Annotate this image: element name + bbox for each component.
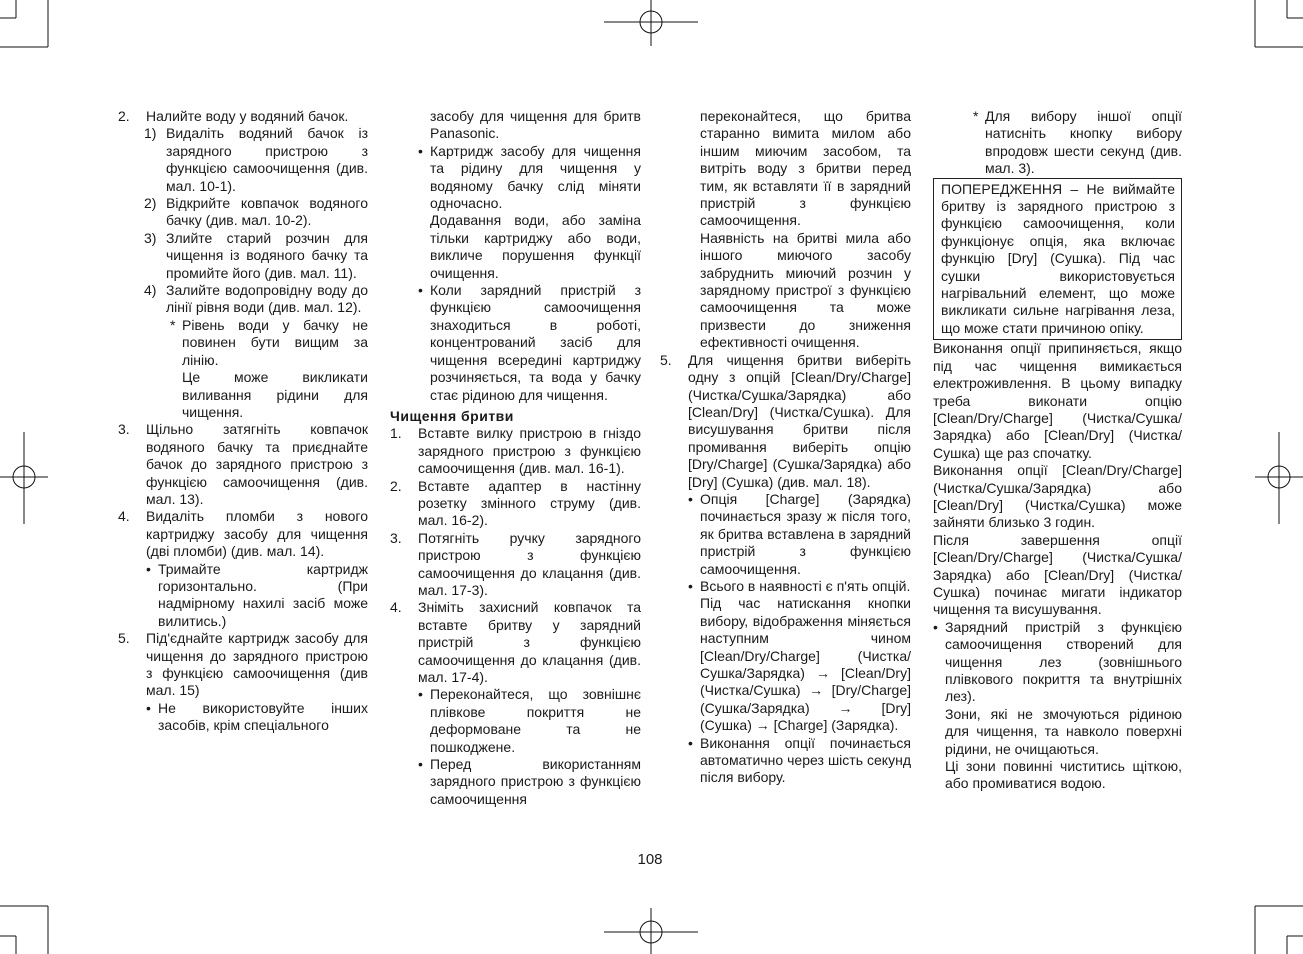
item-number: 4.: [118, 508, 130, 525]
item-text: Для чищення бритви виберіть одну з опцій [Clean/Dry/Charge] (Чистка/Сушка/Зарядка) або [Clean/Dry] (Чистка/Сушка). Для висушування бритви після промивання виберіть опцію [Dry/Charge] (Сушка/Зарядка) або [Dry] (Сушка) (див. мал. 18).: [688, 351, 911, 490]
item-text: Потягніть ручку зарядного пристрою з функцією самоочищення до клацання (див. мал. 17-3).: [418, 529, 641, 598]
bullet-text: Переконайтеся, що зовнішнє плівкове покриття не деформоване та не пошкоджене.: [430, 686, 641, 755]
crop-mark-bottom-right: [1255, 906, 1303, 954]
item-number: 3.: [390, 529, 402, 546]
item-text: Щільно затягніть ковпачок водяного бачку та приєднайте бачок до зарядного пристрою з функцією самоочищення (див. мал. 13).: [146, 421, 368, 507]
bullet-icon: •: [146, 560, 151, 577]
bullet-text: переконайтеся, що бритва старанно вимита милом або іншим миючим засобом, та витріть воду з бритви перед тим, як вставляти її в зарядний пристрій з функцією самоочищення.: [700, 108, 911, 229]
item-number: 2.: [118, 108, 130, 124]
column-1: [118, 108, 368, 735]
bullet-item: [118, 700, 368, 735]
bullet-item: [390, 756, 641, 808]
bullet-text: Не використовуйте інших засобів, крім спеціального: [158, 699, 368, 734]
bullet-text: Наявність на бритві мила або іншого миючого засобу забруднить миючий розчин у зарядному пристрої з функцією самоочищення та може призвести до зниження ефективності очищення.: [700, 229, 911, 351]
warning-box: ПОПЕРЕДЖЕННЯ – Не виймайте бритву із зарядного пристрою з функцією самоочищення, коли функціонує опція, яка включає функцію [Dry] (Сушка). Під час сушки використовується нагрівальний елемент, що може викликати сильне нагрівання леза, що може стати причиною опіку.: [933, 178, 1182, 341]
item-text: Видаліть водяний бачок із зарядного пристрою з функцією самоочищення (див. мал. 10-1).: [166, 125, 368, 194]
bullet-item: [660, 491, 911, 578]
bullet-text: Картридж засобу для чищення та рідину для чищення у водяному бачку слід міняти одночасно.: [430, 142, 641, 212]
note-text: Рівень води у бачку не повинен бути вищим за лінію.: [182, 316, 368, 368]
crop-mark-bottom-left: [0, 906, 48, 954]
bullet-icon: •: [418, 756, 423, 773]
registration-mark-bottom: [604, 908, 698, 954]
list-item: [118, 630, 368, 700]
item-text: Вставте вилку пристрою в гніздо зарядного пристрою з функцією самоочищення (див. мал. 16-1).: [418, 425, 641, 477]
list-item: [660, 352, 911, 491]
registration-mark-top: [604, 0, 698, 46]
crop-mark-top-left: [0, 0, 48, 47]
item-number: 4.: [390, 599, 402, 616]
crop-mark-top-right: [1255, 0, 1303, 47]
bullet-item: [660, 578, 911, 595]
item-text: Злийте старий розчин для чищення із водяного бачку та промийте його (див. мал. 11).: [166, 229, 368, 281]
registration-mark-left: [0, 432, 48, 524]
bullet-text: Зони, які не змочуються рідиною для чищення, та навколо поверхні рідини, не очищаються.: [945, 705, 1182, 757]
bullet-item: [118, 561, 368, 631]
list-item: [390, 478, 641, 530]
item-text: Відкрийте ковпачок водяного бачку (див. мал. 10-2).: [166, 195, 368, 229]
bullet-icon: •: [933, 618, 938, 635]
item-text: Видаліть пломби з нового картриджу засобу для чищення (дві пломби) (див. мал. 14).: [146, 508, 368, 560]
item-text: Налийте воду у водяний бачок.: [146, 108, 349, 124]
note-asterisk: *: [170, 316, 176, 333]
bullet-text: Ці зони повинні чиститись щіткою, або промиватися водою.: [945, 758, 1182, 792]
item-text: Під'єднайте картридж засобу для чищення до зарядного пристрою з функцією самоочищення (див мал. 15): [146, 630, 368, 699]
bullet-text: Під час натискання кнопки вибору, відображення міняється наступним чином [Clean/Dry/Charge] (Чистка/Сушка/Зарядка) → [Clean/Dry] (Чистка/Сушка) → [Dry/Charge] (Сушка/Зарядка) → [Dry] (Сушка) → [Charge] (Зарядка).: [700, 595, 911, 734]
column-2: [390, 108, 641, 808]
bullet-text: Тримайте картридж горизонтально. (При надмірному нахилі засіб може вилитись.): [158, 560, 368, 629]
note-text: Для вибору іншої опції натисніть кнопку вибору впродовж шести секунд (див. мал. 3).: [985, 108, 1182, 177]
bullet-text: Перед використанням зарядного пристрою з функцією самоочищення: [430, 756, 641, 807]
page-number: 108: [637, 851, 663, 868]
note: [933, 108, 1182, 178]
bullet-icon: •: [146, 699, 151, 716]
column-3: [660, 108, 911, 787]
bullet-item: [390, 686, 641, 756]
bullet-item: [933, 619, 1182, 706]
item-number: 3): [144, 229, 157, 246]
bullet-item: [660, 735, 911, 787]
bullet-icon: •: [688, 490, 693, 507]
bullet-icon: •: [418, 686, 423, 703]
bullet-text: Зарядний пристрій з функцією самоочищення створений для чищення лез (зовнішнього плівкового покриття та внутрішніх лез).: [945, 618, 1182, 705]
item-number: 4): [144, 282, 157, 299]
registration-mark-right: [1255, 432, 1303, 524]
list-item: [118, 195, 368, 230]
bullet-item: [390, 282, 641, 404]
list-item: [118, 108, 368, 125]
bullet-icon: •: [418, 282, 423, 299]
bullet-text: Коли зарядний пристрій з функцією самоочищення знаходиться в роботі, концентрований засіб для чищення всередині картриджу розчиняється, та вода у бачку стає рідиною для чищення.: [430, 282, 641, 403]
bullet-text: Додавання води, або заміна тільки картриджу або води, викличе порушення функції очищення.: [430, 212, 641, 281]
bullet-text: Виконання опції починається автоматично через шість секунд після вибору.: [700, 734, 911, 786]
list-item: [118, 125, 368, 195]
item-number: 5.: [118, 630, 130, 647]
list-item: [390, 599, 641, 686]
item-number: 2.: [390, 477, 402, 494]
list-item: [118, 282, 368, 317]
note-text: Це може викликати виливання рідини для чищення.: [182, 369, 368, 420]
list-item: [390, 530, 641, 600]
bullet-text: Опція [Charge] (Зарядка) починається зразу ж після того, як бритва вставлена в зарядний пристрій з функцією самоочищення.: [700, 490, 911, 577]
bullet-icon: •: [418, 142, 423, 159]
item-number: 5.: [660, 351, 672, 368]
item-number: 3.: [118, 421, 130, 438]
item-number: 2): [144, 195, 157, 212]
item-text: Залийте водопровідну воду до лінії рівня води (див. мал. 12).: [166, 282, 368, 316]
note: [118, 317, 368, 369]
list-item: [118, 508, 368, 560]
bullet-item: [390, 143, 641, 213]
item-number: 1.: [390, 425, 402, 442]
list-item: [118, 421, 368, 508]
note-asterisk: *: [973, 108, 979, 124]
bullet-text: Всього в наявності є п'ять опцій.: [700, 577, 911, 594]
paragraph: Виконання опції [Clean/Dry/Charge] (Чистка/Сушка/Зарядка) або [Clean/Dry] (Чистка/Сушка) може зайняти близько 3 годин.: [933, 462, 1182, 531]
bullet-icon: •: [688, 734, 693, 751]
item-text: Зніміть захисний ковпачок та вставте бритву у зарядний пристрій з функцією самоочищення до клацання (див. мал. 17-4).: [418, 599, 641, 685]
paragraph: Виконання опції припиняється, якщо під час чищення вимикається електроживлення. В цьому випадку треба виконати опцію [Clean/Dry/Charge] (Чистка/Сушка/Зарядка) або [Clean/Dry] (Чистка/Сушка) ще раз спочатку.: [933, 340, 1182, 461]
item-text: Вставте адаптер в настінну розетку змінного струму (див. мал. 16-2).: [418, 477, 641, 529]
list-item: [390, 425, 641, 477]
column-4: [933, 108, 1182, 793]
bullet-text: засобу для чищення для бритв Panasonic.: [430, 108, 641, 142]
item-number: 1): [144, 125, 157, 142]
paragraph: Після завершення опції [Clean/Dry/Charge] (Чистка/Сушка/Зарядка) або [Clean/Dry] (Чистка/Сушка) починає мигати індикатор чищення та висушування.: [933, 531, 1182, 618]
bullet-icon: •: [688, 577, 693, 594]
section-heading: Чищення бритви: [390, 407, 514, 424]
list-item: [118, 230, 368, 282]
